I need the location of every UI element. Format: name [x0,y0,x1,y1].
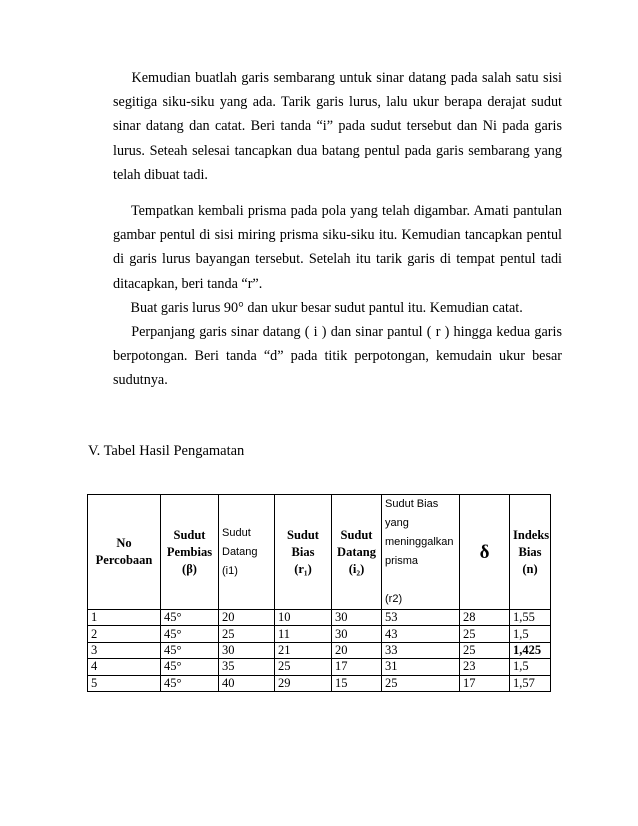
header-sudut-bias-keluar: Sudut Bias yang meninggalkan prisma (r2) [382,495,460,610]
cell-no: 3 [88,642,161,658]
header-sudut-datang: Sudut Datang (i1) [219,495,275,610]
step-text: Perpanjang garis sinar datang ( i ) dan sinar pantul ( r ) hingga kedua garis berpotongan. Beri tanda “d” pada titik perpotongan, kemudain ukur besar sudutnya. [113,324,562,389]
header-no-percobaan: No Percobaan [88,495,161,610]
cell-bias: 21 [275,642,332,658]
step-paragraph-4 [113,320,562,393]
cell-delta: 25 [460,626,510,642]
cell-datang-2: 30 [332,610,382,626]
cell-bias: 25 [275,659,332,675]
cell-indeks: 1,5 [510,626,551,642]
cell-datang-2: 17 [332,659,382,675]
table-row [88,675,551,691]
cell-no: 4 [88,659,161,675]
section-heading: V. Tabel Hasil Pengamatan [88,443,245,459]
cell-bias-2: 25 [382,675,460,691]
step-paragraph-1 [113,66,562,187]
cell-datang-2: 30 [332,626,382,642]
table-header-row [88,495,551,610]
cell-bias: 29 [275,675,332,691]
cell-datang-2: 15 [332,675,382,691]
cell-indeks: 1,55 [510,610,551,626]
cell-no: 5 [88,675,161,691]
header-sudut-pembias: Sudut Pembias (β) [161,495,219,610]
cell-datang: 25 [219,626,275,642]
cell-bias-2: 31 [382,659,460,675]
cell-delta: 25 [460,642,510,658]
cell-bias-2: 53 [382,610,460,626]
cell-pembias: 45° [161,659,219,675]
cell-datang: 20 [219,610,275,626]
header-sudut-bias: Sudut Bias (r₁) [275,495,332,610]
cell-datang-2: 20 [332,642,382,658]
cell-delta: 17 [460,675,510,691]
cell-indeks: 1,425 [510,642,551,658]
cell-delta: 28 [460,610,510,626]
step-text: Buat garis lurus 90° dan ukur besar sudut pantul itu. Kemudian catat. [130,300,523,316]
cell-datang: 35 [219,659,275,675]
cell-indeks: 1,5 [510,659,551,675]
table-row [88,659,551,675]
cell-no: 2 [88,626,161,642]
step-text: Tempatkan kembali prisma pada pola yang telah digambar. Amati pantulan gambar pentul di sisi miring prisma siku-siku itu. Kemudian tancapkan pentul di garis lurus bayangan tersebut. Setelah itu tarik garis di tempat pentul tadi ditacapkan, beri tanda “r”. [113,203,562,292]
cell-pembias: 45° [161,610,219,626]
step-text: Kemudian buatlah garis sembarang untuk sinar datang pada salah satu sisi segitiga siku-siku yang ada. Tarik garis lurus, lalu ukur berapa derajat sudut sinar datang dan catat. Beri tanda “i” pada sudut tersebut dan Ni pada garis lurus. Seteah selesai tancapkan dua batang pentul pada garis sembarang yang telah dibuat tadi. [113,70,562,183]
cell-no: 1 [88,610,161,626]
step-paragraph-2 [113,199,562,296]
cell-bias-2: 43 [382,626,460,642]
cell-indeks: 1,57 [510,675,551,691]
table-row [88,626,551,642]
cell-bias: 10 [275,610,332,626]
cell-pembias: 45° [161,675,219,691]
cell-bias: 11 [275,626,332,642]
cell-pembias: 45° [161,626,219,642]
cell-delta: 23 [460,659,510,675]
header-sudut-datang-2: Sudut Datang (i₂) [332,495,382,610]
step-paragraph-3 [113,296,562,320]
observation-table [87,494,551,692]
cell-bias-2: 33 [382,642,460,658]
table-row [88,642,551,658]
table-row [88,610,551,626]
header-deviasi: δ [460,495,510,610]
cell-datang: 40 [219,675,275,691]
cell-pembias: 45° [161,642,219,658]
header-indeks-bias: Indeks Bias (n) [510,495,551,610]
cell-datang: 30 [219,642,275,658]
